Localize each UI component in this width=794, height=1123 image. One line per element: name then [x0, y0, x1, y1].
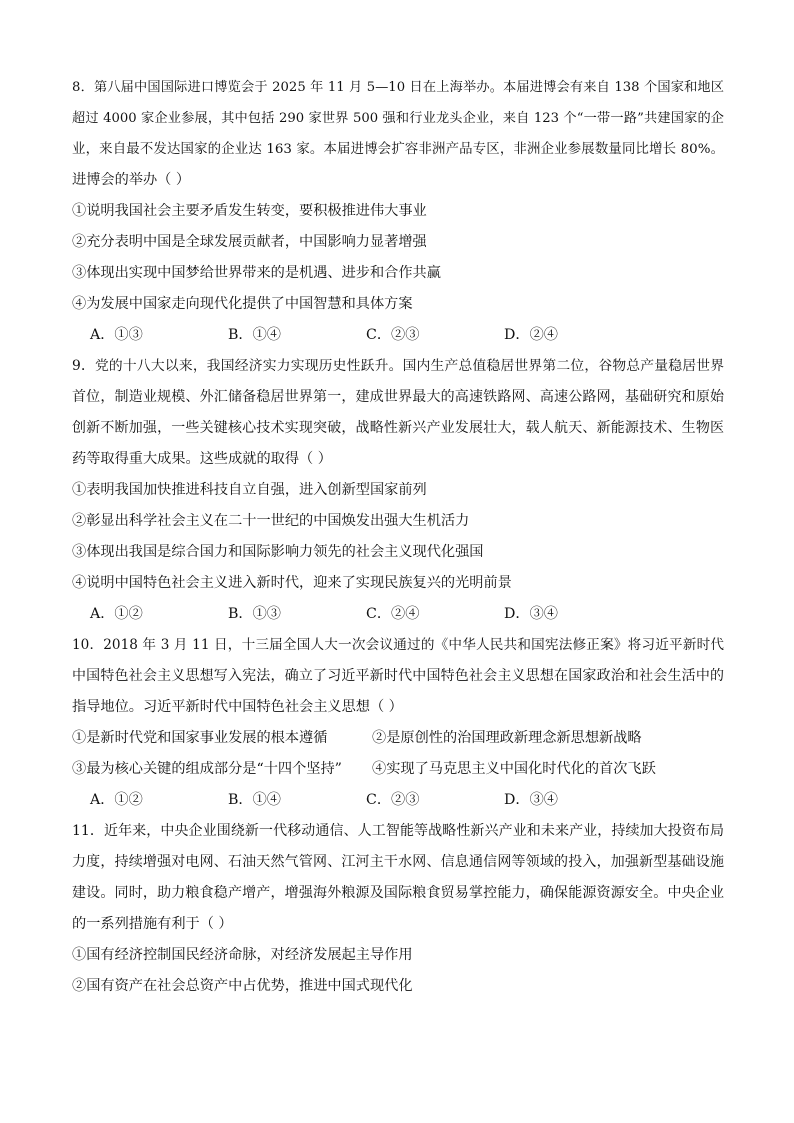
statement-3: ③最为核心关键的组成部分是“十四个坚持”: [72, 761, 342, 777]
question-stem-line: 8．第八届中国国际进口博览会于 2025 年 11 月 5—10 日在上海举办。本届进博会有来自 138 个国家和地区: [72, 80, 724, 95]
choice-b[interactable]: B．①④: [228, 792, 281, 808]
question-8: [72, 72, 724, 351]
question-stem-line: 业，来自最不发达国家的企业达 163 家。本届进博会扩容非洲产品专区，非洲企业参展数量同比增长 80%。: [72, 142, 724, 157]
choice-d[interactable]: D．②④: [504, 327, 558, 343]
choice-b[interactable]: B．①③: [228, 606, 281, 622]
statement-4: ④说明中国特色社会主义进入新时代，迎来了实现民族复兴的光明前景: [72, 575, 512, 591]
choice-a[interactable]: A．①③: [90, 327, 143, 343]
statement-2: ②彰显出科学社会主义在二十一世纪的中国焕发出强大生机活力: [72, 513, 470, 529]
question-stem-line: 11．近年来，中央企业围绕新一代移动通信、人工智能等战略性新兴产业和未来产业，持续加大投资布局: [72, 823, 724, 839]
choice-a[interactable]: A．①②: [90, 606, 143, 622]
question-stem-line: 指导地位。习近平新时代中国特色社会主义思想（ ）: [72, 699, 403, 715]
question-stem-line: 9．党的十八大以来，我国经济实力实现历史性跃升。国内生产总值稳居世界第二位，谷物总产量稳居世界: [72, 358, 724, 374]
statement-1: ①是新时代党和国家事业发展的根本遵循: [72, 730, 328, 746]
choice-d[interactable]: D．③④: [504, 606, 558, 622]
statement-3: ③体现出我国是综合国力和国际影响力领先的社会主义现代化强国: [72, 544, 484, 560]
question-stem-line: 进博会的举办（ ）: [72, 172, 191, 188]
answer-choices: [72, 599, 724, 630]
question-11: [72, 816, 724, 1002]
question-stem-line: 的一系列措施有利于（ ）: [72, 916, 233, 932]
question-10: [72, 630, 724, 816]
statement-2: ②是原创性的治国理政新理念新思想新战略: [372, 730, 642, 746]
choice-c[interactable]: C．②③: [366, 792, 420, 808]
exam-page: [72, 72, 724, 1002]
question-stem-line: 超过 4000 家企业参展，其中包括 290 家世界 500 强和行业龙头企业，来自 123 个“一带一路”共建国家的企: [72, 111, 724, 126]
statement-row: [72, 723, 724, 754]
answer-choices: [72, 785, 724, 816]
choice-a[interactable]: A．①②: [90, 792, 143, 808]
choice-b[interactable]: B．①④: [228, 327, 281, 343]
question-stem-line: 创新不断加强，一些关键核心技术实现突破，战略性新兴产业发展壮大，载人航天、新能源技术、生物医: [72, 420, 724, 436]
statement-4: ④实现了马克思主义中国化时代化的首次飞跃: [372, 761, 656, 777]
question-stem-line: 建设。同时，助力粮食稳产增产，增强海外粮源及国际粮食贸易掌控能力，确保能源资源安全。中央企业: [72, 885, 724, 901]
statement-row: [72, 754, 724, 785]
statement-1: ①说明我国社会主要矛盾发生转变，要积极推进伟大事业: [72, 203, 427, 219]
question-stem-line: 10．2018 年 3 月 11 日，十三届全国人大一次会议通过的《中华人民共和国宪法修正案》将习近平新时代: [72, 637, 724, 653]
question-stem-line: 力度，持续增强对电网、石油天然气管网、江河主干水网、信息通信网等领域的投入，加强新型基础设施: [72, 854, 724, 870]
question-stem-line: 中国特色社会主义思想写入宪法，确立了习近平新时代中国特色社会主义思想在国家政治和社会生活中的: [72, 668, 724, 684]
statement-1: ①国有经济控制国民经济命脉，对经济发展起主导作用: [72, 947, 413, 963]
question-9: [72, 351, 724, 630]
question-stem-line: 药等取得重大成果。这些成就的取得（ ）: [72, 451, 332, 467]
choice-c[interactable]: C．②④: [366, 606, 420, 622]
choice-d[interactable]: D．③④: [504, 792, 558, 808]
statement-3: ③体现出实现中国梦给世界带来的是机遇、进步和合作共赢: [72, 265, 441, 281]
statement-2: ②充分表明中国是全球发展贡献者，中国影响力显著增强: [72, 234, 427, 250]
statement-2: ②国有资产在社会总资产中占优势，推进中国式现代化: [72, 978, 413, 994]
question-stem-line: 首位，制造业规模、外汇储备稳居世界第一，建成世界最大的高速铁路网、高速公路网，基础研究和原始: [72, 389, 724, 405]
statement-1: ①表明我国加快推进科技自立自强，进入创新型国家前列: [72, 482, 427, 498]
choice-c[interactable]: C．②③: [366, 327, 420, 343]
statement-4: ④为发展中国家走向现代化提供了中国智慧和具体方案: [72, 296, 413, 312]
answer-choices: [72, 320, 724, 351]
